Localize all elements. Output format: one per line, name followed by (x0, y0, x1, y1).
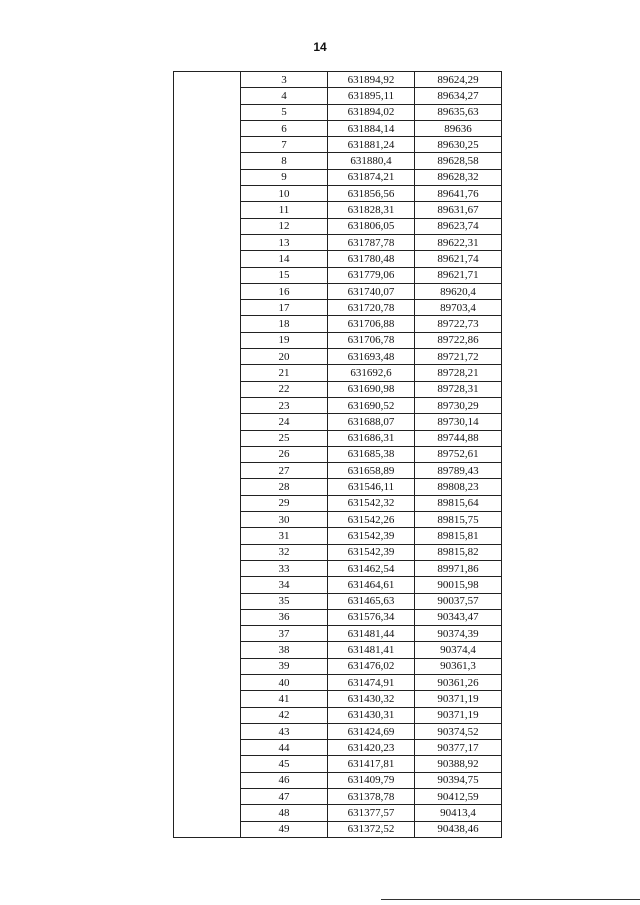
point-number-cell: 47 (241, 789, 328, 805)
y-coordinate-cell: 90377,17 (415, 740, 502, 756)
x-coordinate-cell: 631706,78 (328, 332, 415, 348)
y-coordinate-cell: 89628,58 (415, 153, 502, 169)
point-number-cell: 22 (241, 381, 328, 397)
x-coordinate-cell: 631474,91 (328, 674, 415, 690)
x-coordinate-cell: 631690,52 (328, 397, 415, 413)
point-number-cell: 33 (241, 560, 328, 576)
x-coordinate-cell: 631476,02 (328, 658, 415, 674)
y-coordinate-cell: 89636 (415, 120, 502, 136)
x-coordinate-cell: 631690,98 (328, 381, 415, 397)
page-number: 14 (313, 40, 327, 54)
x-coordinate-cell: 631894,92 (328, 72, 415, 88)
y-coordinate-cell: 90037,57 (415, 593, 502, 609)
x-coordinate-cell: 631740,07 (328, 283, 415, 299)
x-coordinate-cell: 631542,39 (328, 544, 415, 560)
y-coordinate-cell: 89722,73 (415, 316, 502, 332)
y-coordinate-cell: 90343,47 (415, 609, 502, 625)
x-coordinate-cell: 631658,89 (328, 463, 415, 479)
y-coordinate-cell: 90438,46 (415, 821, 502, 837)
y-coordinate-cell: 90412,59 (415, 789, 502, 805)
y-coordinate-cell: 89752,61 (415, 446, 502, 462)
coordinates-table-container (173, 71, 502, 838)
x-coordinate-cell: 631894,02 (328, 104, 415, 120)
x-coordinate-cell: 631884,14 (328, 120, 415, 136)
x-coordinate-cell: 631542,39 (328, 528, 415, 544)
x-coordinate-cell: 631806,05 (328, 218, 415, 234)
point-number-cell: 46 (241, 772, 328, 788)
point-number-cell: 5 (241, 104, 328, 120)
x-coordinate-cell: 631856,56 (328, 186, 415, 202)
point-number-cell: 43 (241, 723, 328, 739)
x-coordinate-cell: 631378,78 (328, 789, 415, 805)
x-coordinate-cell: 631546,11 (328, 479, 415, 495)
y-coordinate-cell: 89621,74 (415, 251, 502, 267)
point-number-cell: 32 (241, 544, 328, 560)
y-coordinate-cell: 89815,64 (415, 495, 502, 511)
x-coordinate-cell: 631417,81 (328, 756, 415, 772)
point-number-cell: 21 (241, 365, 328, 381)
y-coordinate-cell: 89631,67 (415, 202, 502, 218)
footer-rule (381, 899, 640, 900)
y-coordinate-cell: 89722,86 (415, 332, 502, 348)
point-number-cell: 16 (241, 283, 328, 299)
y-coordinate-cell: 90361,26 (415, 674, 502, 690)
y-coordinate-cell: 89641,76 (415, 186, 502, 202)
x-coordinate-cell: 631465,63 (328, 593, 415, 609)
point-number-cell: 23 (241, 397, 328, 413)
y-coordinate-cell: 89815,75 (415, 512, 502, 528)
point-number-cell: 31 (241, 528, 328, 544)
point-number-cell: 37 (241, 626, 328, 642)
y-coordinate-cell: 89808,23 (415, 479, 502, 495)
point-number-cell: 42 (241, 707, 328, 723)
y-coordinate-cell: 89635,63 (415, 104, 502, 120)
y-coordinate-cell: 90374,4 (415, 642, 502, 658)
coordinates-table-body (174, 72, 502, 838)
y-coordinate-cell: 89815,82 (415, 544, 502, 560)
y-coordinate-cell: 89789,43 (415, 463, 502, 479)
point-number-cell: 17 (241, 300, 328, 316)
y-coordinate-cell: 89630,25 (415, 137, 502, 153)
point-number-cell: 26 (241, 446, 328, 462)
x-coordinate-cell: 631881,24 (328, 137, 415, 153)
x-coordinate-cell: 631874,21 (328, 169, 415, 185)
point-number-cell: 25 (241, 430, 328, 446)
point-number-cell: 45 (241, 756, 328, 772)
x-coordinate-cell: 631720,78 (328, 300, 415, 316)
empty-merged-cell (174, 72, 241, 838)
x-coordinate-cell: 631372,52 (328, 821, 415, 837)
y-coordinate-cell: 89728,31 (415, 381, 502, 397)
x-coordinate-cell: 631542,26 (328, 512, 415, 528)
y-coordinate-cell: 89728,21 (415, 365, 502, 381)
y-coordinate-cell: 89634,27 (415, 88, 502, 104)
point-number-cell: 10 (241, 186, 328, 202)
y-coordinate-cell: 89744,88 (415, 430, 502, 446)
y-coordinate-cell: 89620,4 (415, 283, 502, 299)
x-coordinate-cell: 631828,31 (328, 202, 415, 218)
point-number-cell: 6 (241, 120, 328, 136)
y-coordinate-cell: 90388,92 (415, 756, 502, 772)
point-number-cell: 48 (241, 805, 328, 821)
x-coordinate-cell: 631706,88 (328, 316, 415, 332)
point-number-cell: 41 (241, 691, 328, 707)
x-coordinate-cell: 631430,32 (328, 691, 415, 707)
y-coordinate-cell: 89621,71 (415, 267, 502, 283)
table-row (174, 72, 502, 88)
point-number-cell: 39 (241, 658, 328, 674)
y-coordinate-cell: 90374,52 (415, 723, 502, 739)
x-coordinate-cell: 631688,07 (328, 414, 415, 430)
point-number-cell: 35 (241, 593, 328, 609)
y-coordinate-cell: 90371,19 (415, 707, 502, 723)
x-coordinate-cell: 631685,38 (328, 446, 415, 462)
x-coordinate-cell: 631780,48 (328, 251, 415, 267)
y-coordinate-cell: 90015,98 (415, 577, 502, 593)
point-number-cell: 30 (241, 512, 328, 528)
y-coordinate-cell: 90413,4 (415, 805, 502, 821)
y-coordinate-cell: 90361,3 (415, 658, 502, 674)
point-number-cell: 14 (241, 251, 328, 267)
y-coordinate-cell: 90371,19 (415, 691, 502, 707)
point-number-cell: 7 (241, 137, 328, 153)
point-number-cell: 29 (241, 495, 328, 511)
point-number-cell: 44 (241, 740, 328, 756)
x-coordinate-cell: 631377,57 (328, 805, 415, 821)
y-coordinate-cell: 89721,72 (415, 349, 502, 365)
point-number-cell: 8 (241, 153, 328, 169)
y-coordinate-cell: 89815,81 (415, 528, 502, 544)
x-coordinate-cell: 631430,31 (328, 707, 415, 723)
point-number-cell: 19 (241, 332, 328, 348)
y-coordinate-cell: 89622,31 (415, 234, 502, 250)
y-coordinate-cell: 89624,29 (415, 72, 502, 88)
point-number-cell: 40 (241, 674, 328, 690)
x-coordinate-cell: 631779,06 (328, 267, 415, 283)
point-number-cell: 3 (241, 72, 328, 88)
point-number-cell: 24 (241, 414, 328, 430)
y-coordinate-cell: 90374,39 (415, 626, 502, 642)
point-number-cell: 36 (241, 609, 328, 625)
y-coordinate-cell: 89730,14 (415, 414, 502, 430)
y-coordinate-cell: 89703,4 (415, 300, 502, 316)
coordinates-table (173, 71, 502, 838)
x-coordinate-cell: 631462,54 (328, 560, 415, 576)
point-number-cell: 28 (241, 479, 328, 495)
point-number-cell: 4 (241, 88, 328, 104)
point-number-cell: 20 (241, 349, 328, 365)
point-number-cell: 38 (241, 642, 328, 658)
point-number-cell: 15 (241, 267, 328, 283)
x-coordinate-cell: 631576,34 (328, 609, 415, 625)
y-coordinate-cell: 89730,29 (415, 397, 502, 413)
point-number-cell: 9 (241, 169, 328, 185)
y-coordinate-cell: 89623,74 (415, 218, 502, 234)
point-number-cell: 13 (241, 234, 328, 250)
point-number-cell: 12 (241, 218, 328, 234)
point-number-cell: 11 (241, 202, 328, 218)
point-number-cell: 18 (241, 316, 328, 332)
x-coordinate-cell: 631481,41 (328, 642, 415, 658)
y-coordinate-cell: 90394,75 (415, 772, 502, 788)
x-coordinate-cell: 631787,78 (328, 234, 415, 250)
point-number-cell: 34 (241, 577, 328, 593)
point-number-cell: 49 (241, 821, 328, 837)
x-coordinate-cell: 631542,32 (328, 495, 415, 511)
x-coordinate-cell: 631686,31 (328, 430, 415, 446)
x-coordinate-cell: 631481,44 (328, 626, 415, 642)
x-coordinate-cell: 631464,61 (328, 577, 415, 593)
x-coordinate-cell: 631692,6 (328, 365, 415, 381)
y-coordinate-cell: 89971,86 (415, 560, 502, 576)
x-coordinate-cell: 631424,69 (328, 723, 415, 739)
x-coordinate-cell: 631880,4 (328, 153, 415, 169)
point-number-cell: 27 (241, 463, 328, 479)
x-coordinate-cell: 631895,11 (328, 88, 415, 104)
x-coordinate-cell: 631693,48 (328, 349, 415, 365)
x-coordinate-cell: 631409,79 (328, 772, 415, 788)
y-coordinate-cell: 89628,32 (415, 169, 502, 185)
x-coordinate-cell: 631420,23 (328, 740, 415, 756)
